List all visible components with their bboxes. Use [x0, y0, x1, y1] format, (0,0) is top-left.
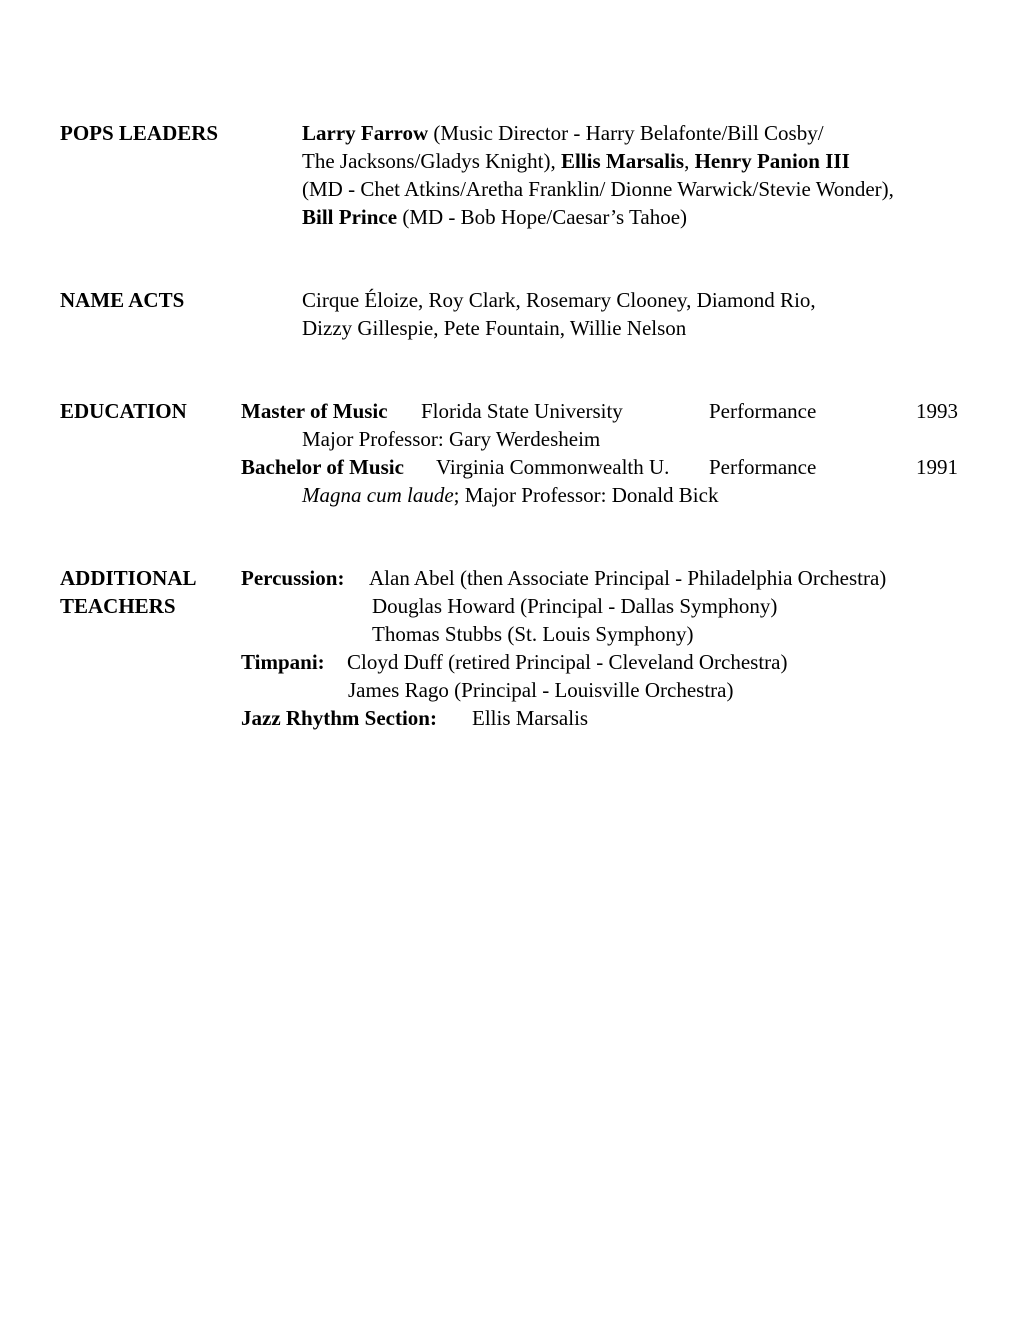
- degree-school: Virginia Commonwealth U.: [436, 455, 670, 479]
- pops-line-2: [302, 147, 850, 175]
- leader-name: Larry Farrow: [302, 121, 429, 145]
- teacher-entry: Cloyd Duff (retired Principal - Cleveland Orchestra): [347, 650, 788, 674]
- leader-name: Ellis Marsalis: [560, 149, 685, 173]
- section-heading-name-acts: NAME ACTS: [60, 288, 185, 312]
- degree-school: Florida State University: [421, 399, 623, 423]
- separator: ,: [684, 149, 695, 173]
- leader-name: Bill Prince: [302, 205, 398, 229]
- leader-credits: (Music Director - Harry Belafonte/Bill Cosby/: [428, 121, 824, 145]
- section-heading-additional: ADDITIONAL: [60, 566, 197, 590]
- teacher-entry: James Rago (Principal - Louisville Orchestra): [348, 678, 734, 702]
- degree-name: Bachelor of Music: [241, 455, 404, 479]
- section-heading-teachers: TEACHERS: [60, 594, 176, 618]
- degree-year: 1991: [916, 455, 958, 479]
- instrument-label-timpani: Timpani:: [241, 650, 325, 674]
- pops-line-4: [302, 203, 687, 231]
- leader-name: Henry Panion III: [694, 149, 850, 173]
- degree-name: Master of Music: [241, 399, 388, 423]
- degree-year: 1993: [916, 399, 958, 423]
- name-acts-line-2: Dizzy Gillespie, Pete Fountain, Willie Nelson: [302, 316, 687, 340]
- degree-field: Performance: [709, 455, 817, 479]
- teacher-entry: Thomas Stubbs (St. Louis Symphony): [372, 622, 694, 646]
- pops-line-1: [302, 119, 824, 147]
- name-acts-line-1: Cirque Éloize, Roy Clark, Rosemary Clooney, Diamond Rio,: [302, 288, 816, 312]
- section-heading-education: EDUCATION: [60, 399, 187, 423]
- instrument-label-jazz: Jazz Rhythm Section:: [241, 706, 437, 730]
- section-heading-pops-leaders: POPS LEADERS: [60, 121, 219, 145]
- instrument-label-percussion: Percussion:: [241, 566, 345, 590]
- leader-credits: (MD - Bob Hope/Caesar’s Tahoe): [397, 205, 688, 229]
- teacher-entry: Ellis Marsalis: [472, 706, 589, 730]
- leader-credits: The Jacksons/Gladys Knight),: [302, 149, 561, 173]
- teacher-entry: Douglas Howard (Principal - Dallas Symphony): [372, 594, 778, 618]
- degree-note: Major Professor: Gary Werdesheim: [302, 427, 601, 451]
- pops-line-3: (MD - Chet Atkins/Aretha Franklin/ Dionne Warwick/Stevie Wonder),: [302, 177, 894, 201]
- honors: Magna cum laude: [302, 483, 454, 507]
- degree-field: Performance: [709, 399, 817, 423]
- teacher-entry: Alan Abel (then Associate Principal - Philadelphia Orchestra): [369, 566, 887, 590]
- degree-note: [302, 481, 718, 509]
- major-professor: ; Major Professor: Donald Bick: [453, 483, 719, 507]
